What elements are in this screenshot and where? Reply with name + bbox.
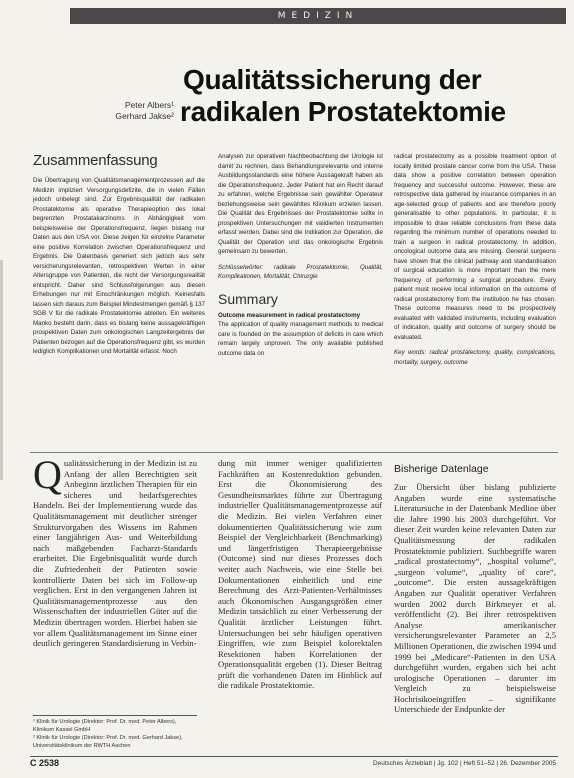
abstract-german-column <box>33 152 205 442</box>
subsection-heading: Bisherige Datenlage <box>394 463 489 475</box>
journal-citation: Deutsches Ärzteblatt | Jg. 102 | Heft 51–52 | 26. Dezember 2005 <box>373 760 556 767</box>
abstract-continuation-column <box>218 152 383 450</box>
body-column-3 <box>394 458 556 758</box>
footnotes <box>33 715 197 750</box>
body-text: Zur Übersicht über bislang publizierte Angaben wurde eine systematische Literatursuche in der Datenbank Medline über die Jahre 1990 bis 2003 durchgeführt. Vor dieser Zeit wurden keine relevanten Daten zur Qualitätsmessung der radikalen Prostatektomie publiziert. Suchbegriffe waren „radical prostatectomy“, „hospital volume“, „surgeon volume“, „quality of care“, „outcome“. Die ersten aussagekräftigen Angaben zur Qualität operativer Verfahren wurden 2002 durch Birkmeyer et al. veröffentlicht (2). Bei ihrer retrospektiven Analyse amerikanischer versicherungsrelevanter Parameter an 2,5 Millionen Operationen, die zwischen 1994 und 1999 bei „Medicare“-Patienten in den USA durchgeführt wurden, ergaben sich bei acht urologische Operationen – darunter im Vergleich zu beispielsweise Hochrisikoeingriffen – signifikante Unterschiede der Endpunkte der <box>394 482 556 715</box>
abstract-text: Die Übertragung von Qualitätsmanagementprozessen auf die Medizin impliziert Versorgungsdefizite, die in vielen Fällen jedoch unbelegt sind. Zur Ergebnisqualität der radikalen Prostatektomie als operative Therapieoption des lokal begrenzten Prostatakarzinoms in Abhängigkeit vom beispielsweise der Operationsfrequenz, liegen bislang nur Daten aus den USA vor. Diese zeigen für einzelne Parameter eine positive Korrelation zwischen Operationsfrequenz und Ergebnis. Die Datenbasis generiert sich jedoch aus sehr versicherungsrelevanten, retrospektiven Werten in einer Altersgruppe von Patienten, die nicht der Versorgungsrealität entspricht. Daher sind Schlussfolgerungen aus diesen Erhebungen nur mit Einschränkungen möglich. Keinesfalls lassen sich daraus zum Beispiel Mindestmengen gemäß § 137 SGB V für die radikale Prostatektomie ableiten. Ein weiteres Manko besteht darin, dass es bislang keine aussagekräftigen prospektiven Daten zum onkologischen Langzeitergebnis der Patienten bezogen auf die Operationsfrequenz gibt, es wurden lediglich Komplikationen und Mortalität erfasst. Noch <box>33 177 205 355</box>
page-number: C 2538 <box>30 758 60 768</box>
drop-cap: Q <box>33 458 62 497</box>
summary-text: The application of quality management methods to medical care is founded on the assumption of deficits in care which remain largely unproven. The only available published outcome data on <box>218 321 383 357</box>
author-name: Peter Albers¹ <box>124 100 174 110</box>
page-edge-shadow <box>0 260 3 480</box>
summary-subtitle: Outcome measurement in radical prostatectomy <box>218 311 361 319</box>
footer-rule <box>30 756 558 757</box>
summary-column <box>394 152 556 450</box>
author-list <box>92 100 174 122</box>
body-text: dung mit immer weniger qualifizierten Fachkräften an Kostenreduktion gebunden. Erst die Ökonomisierung des Gesundheitsmarktes führte zur Übertragung industrieller Qualitätsmanagementprozesse auf die Medizin. Bei vielen Verfahren einer dokumentierten Qualitätssicherung wie zum Beispiel der Vergleichbarkeit (Benchmarking) und längerfristigen Therapieergebnisse (Outcome) sind nur dieses Prozesses doch weiter auch Nachweis, wie eine Stelle bei Dokumentationen einheitlich und eine Berechnung des Arzt-Patienten-Verhältnisses auch Ökonomischen Ausgangsgrößen einer Medizin tatsächlich zu einer Verbesserung der Qualität ärztlicher Leistungen führt. Untersuchungen bei sehr häufigen operativen Eingriffen, wie zum Beispiel kolorektalen Resektionen haben Korrelationen der Operationsqualität ergeben (1). Dieser Beitrag prüft die vorhandenen Daten im Hinblick auf die radikale Prostatektomie. <box>218 458 382 691</box>
summary-text-continued: radical prostatectomy as a possible treatment option of locally limited prostate cancer come from the USA. These data show a positive correlation between operation frequency and successful outcome. However, these are retrospective data gathered by insurance companies in an age-selected group of patients and are therefore poorly generalisable to other populations. In particular, it is impossible to draw reliable conclusions from these data regarding the minimum number of operations needed to train a surgeon in radical prostatectomy. In addition, oncological outcome data are missing. General surgeons have shown that the clinical pathway and standardisation of surgical education is more important than the mere frequency of performing a surgical procedure. Every patient must receive local information on the outcome of radical prostatectomy from the institution he has chosen. These outcome measures need to be prospectively evaluated with validated instruments, including evaluation of indication, quality and outcome of surgery should be evaluated. <box>394 153 556 341</box>
section-divider <box>30 452 558 453</box>
footnote: ¹ Klinik für Urologie (Direktor: Prof. Dr. med. Peter Albers), Klinikum Kassel GmbH <box>33 719 177 733</box>
title-line-2: radikalen Prostatektomie <box>180 96 506 127</box>
abstract-text-continued: Analysen zur operativen Nachbeobachtung der Urologie ist damit zu rechnen, dass Behandlungsrelevante und interne Ausbildungsstandards eine höhere Aussagekraft haben als die Operationsfrequenz. Jeder Patient hat ein Recht darauf zu erfahren, welche Ergebnisse sein gewählter Operateur beziehungsweise sein gewähltes Klinikum erzielen lassen. Die Qualität des Ergebnisses der Prostatektomie sollte in prospektiven Untersuchungen mit validierten Instrumenten erfasst werden. Dabei sind die Indikation zur Operation, die Qualität der Operation und das onkologische Ergebnis gemeinsam zu bewerten. <box>218 153 383 255</box>
title-line-1: Qualitätssicherung der <box>183 64 482 95</box>
english-keywords: Key words: radical prostatectomy, quality, complications, mortality, surgery, outcome <box>394 349 556 366</box>
author-name: Gerhard Jakse² <box>115 111 174 121</box>
body-text: ualitätssicherung in der Medizin ist zu Anfang der allen Berechtigten seit Anbeginn ärztlichen Therapien für ein sicheres und bedarfsgerechtes Handeln. Bei der Implementierung wurde das Qualitätsmanagement mit deutlicher strenger Strukturvorgaben des Wissens im Rahmen einer langjährigen Aus- und Weiterbildung nach maßgebenden Facharzt-Standards erarbeitet. Die Ergebnisqualität wurde durch die Zufriedenheit der Patienten sowie kontrollierte Daten bei sich im Follow-up verglichen. Erst in den vergangenen Jahren ist Qualitätsmanagementprozesse aus den Wissenschaften der industriellen Güter auf die Medizin übertragen worden. Hierbei haben sie vor allem Qualitätsmanagement im Sinne einer deutlich geringeren Standardisierung in Verbin- <box>33 458 197 649</box>
article-title <box>180 64 572 128</box>
german-keywords: Schlüsselwörter: radikale Prostatektomie, Qualität, Komplikationen, Mortalität, Chirurgie <box>218 263 383 280</box>
abstract-heading: Zusammenfassung <box>33 152 158 169</box>
section-header-band: MEDIZIN <box>70 8 566 24</box>
body-column-1 <box>33 458 197 758</box>
footnote: ² Klinik für Urologie (Direktor: Prof. Dr. med. Gerhard Jakse), Universitätsklinikum der RWTH Aachen <box>33 735 183 749</box>
body-column-2 <box>218 458 382 758</box>
summary-heading: Summary <box>218 290 278 307</box>
